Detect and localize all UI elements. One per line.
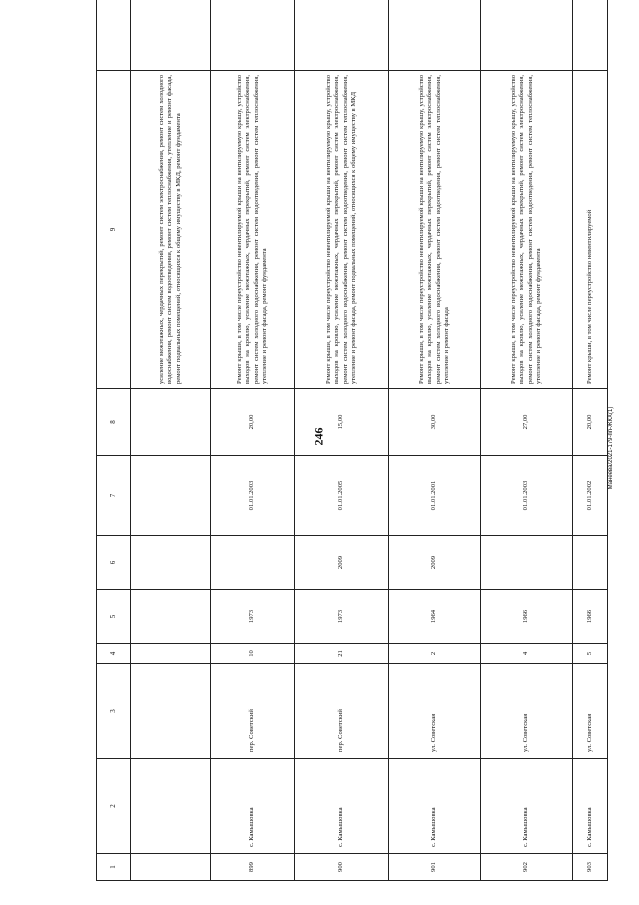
column-number: 5 — [97, 590, 131, 644]
year-built-cell: 1973 — [295, 590, 389, 644]
row-number: 901 — [389, 854, 481, 881]
settlement-cell: с. Камышовка — [573, 759, 608, 854]
house-number-cell: 2 — [389, 644, 481, 664]
rotated-table-container — [96, 19, 593, 881]
street-cell: ул. Советская — [481, 664, 573, 759]
column-number: 8 — [97, 389, 131, 456]
table-row — [481, 0, 573, 881]
street-cell: ул. Советская — [573, 664, 608, 759]
street-cell: пер. Советский — [295, 664, 389, 759]
column-number: 3 — [97, 664, 131, 759]
column-number: 6 — [97, 536, 131, 590]
cost-cell — [211, 0, 295, 71]
wear-cell: 20,00 — [573, 389, 608, 456]
house-number-cell: 21 — [295, 644, 389, 664]
wear-cell: 15,00 — [295, 389, 389, 456]
date-cell: 01.01.2003 — [481, 456, 573, 536]
col6-cell — [573, 536, 608, 590]
row-number: 899 — [211, 854, 295, 881]
date-cell: 01.01.2001 — [389, 456, 481, 536]
year-built-cell: 1964 — [389, 590, 481, 644]
row-number: 900 — [295, 854, 389, 881]
settlement-cell: с. Камышовка — [295, 759, 389, 854]
continuation-works-text: усиление межэтажных, чердачных перекрытий, ремонт систем электроснабжения, ремонт систем холодного водоснабжения, ремонт систем водоотведения, ремонт систем теплоснабжения, утепление и ремонт фасада, ремонт подвальных помещений, относящихся к общему имуществу в МКД, ремонт фундамента — [131, 71, 211, 389]
column-number-row — [97, 0, 131, 881]
settlement-cell: с. Камышовка — [211, 759, 295, 854]
house-number-cell: 10 — [211, 644, 295, 664]
col6-cell: 2009 — [389, 536, 481, 590]
house-number-cell: 4 — [481, 644, 573, 664]
row-number: 902 — [481, 854, 573, 881]
cost-cell — [481, 0, 573, 71]
continuation-row — [131, 0, 211, 881]
capital-repair-table — [96, 0, 608, 881]
date-cell: 01.01.2002 — [573, 456, 608, 536]
cost-cell — [573, 0, 608, 71]
col6-cell — [481, 536, 573, 590]
row-number: 903 — [573, 854, 608, 881]
works-cell: Ремонт крыши, в том числе переустройство невентилируемой — [573, 71, 608, 389]
col6-cell — [211, 536, 295, 590]
works-cell: Ремонт крыши, в том числе переустройство невентилируемой крыши на вентилируемую крышу, устройство выходов на кровлю, усиление межэтажных, чердачных перекрытий, ремонт систем электроснабжения, ремонт систем холодного водоснабжения, ремонт систем водоотведения, ремонт систем теплоснабжения, утепление и ремонт фасада, ремонт подвальных помещений, относящихся к общему имуществу в МКД — [295, 71, 389, 389]
works-cell: Ремонт крыши, в том числе переустройство невентилируемой крыши на вентилируемую крышу, устройство выходов на кровлю, усиление межэтажных, чердачных перекрытий, ремонт систем электроснабжения, ремонт систем холодного водоснабжения, ремонт систем водоотведения, ремонт систем теплоснабжения, утепление и ремонт фасада, ремонт фундамента — [211, 71, 295, 389]
year-built-cell: 1966 — [481, 590, 573, 644]
works-cell: Ремонт крыши, в том числе переустройство невентилируемой крыши на вентилируемую крышу, устройство выходов на кровлю, усиление межэтажных, чердачных перекрытий, ремонт систем электроснабжения, ремонт систем холодного водоснабжения, ремонт систем водоотведения, ремонт систем теплоснабжения, утепление и ремонт фасада — [389, 71, 481, 389]
document-footer-tag: Манеева/2021-179-пп-ЖКХ(1) — [608, 406, 614, 490]
year-built-cell: 1966 — [573, 590, 608, 644]
works-cell: Ремонт крыши, в том числе переустройство невентилируемой крыши на вентилируемую крышу, устройство выходов на кровлю, усиление межэтажных, чердачных перекрытий, ремонт систем электроснабжения, ремонт систем холодного водоснабжения, ремонт систем водоотведения, ремонт систем теплоснабжения, утепление и ремонт фасада, ремонт фундамента — [481, 71, 573, 389]
date-cell: 01.01.2003 — [211, 456, 295, 536]
column-number: 4 — [97, 644, 131, 664]
wear-cell: 20,00 — [211, 389, 295, 456]
column-number: 2 — [97, 759, 131, 854]
settlement-cell: с. Камышовка — [481, 759, 573, 854]
cost-cell — [295, 0, 389, 71]
house-number-cell: 5 — [573, 644, 608, 664]
page-number: 246 — [311, 427, 326, 446]
street-cell: ул. Советская — [389, 664, 481, 759]
col6-cell: 2009 — [295, 536, 389, 590]
date-cell: 01.01.2005 — [295, 456, 389, 536]
table-row — [389, 0, 481, 881]
table-row — [211, 0, 295, 881]
wear-cell: 27,00 — [481, 389, 573, 456]
column-number — [97, 0, 131, 71]
column-number: 7 — [97, 456, 131, 536]
table-row — [295, 0, 389, 881]
year-built-cell: 1973 — [211, 590, 295, 644]
settlement-cell: с. Камышовка — [389, 759, 481, 854]
cost-cell — [389, 0, 481, 71]
street-cell: пер. Советский — [211, 664, 295, 759]
column-number: 1 — [97, 854, 131, 881]
wear-cell: 30,00 — [389, 389, 481, 456]
table-row — [573, 0, 608, 881]
column-number: 9 — [97, 71, 131, 389]
